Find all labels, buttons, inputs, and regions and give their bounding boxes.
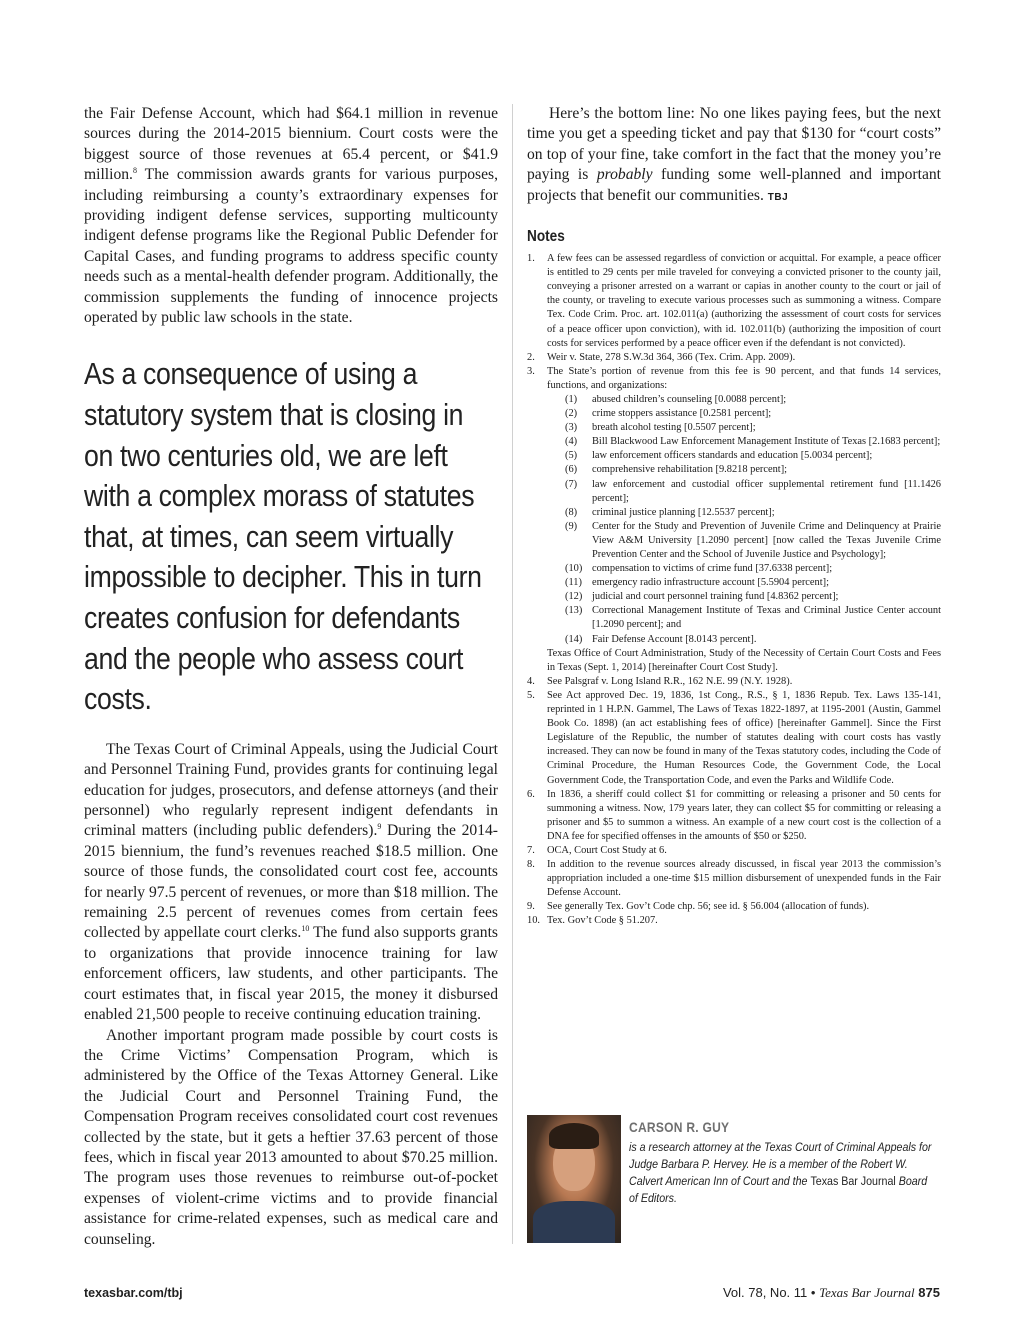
author-photo — [527, 1115, 621, 1243]
note3-subitem: (9) Center for the Study and Prevention of Juvenile Crime and Delinquency at Prairie View A&M University [1.2090 percent] [now called the Texas Juvenile Crime Prevention Center and the School of Juvenile Justice and Psychology]; — [565, 520, 941, 560]
note-item: 7. OCA, Court Cost Study at 6. — [527, 844, 667, 856]
note3-subitem: (6) comprehensive rehabilitation [9.8218 percent]; — [565, 464, 788, 476]
footnote-ref-10[interactable]: 10 — [301, 924, 310, 934]
note3-subitem: (4) Bill Blackwood Law Enforcement Management Institute of Texas [2.1683 percent]; — [565, 436, 941, 448]
author-bio: is a research attorney at the Texas Court of Criminal Appeals for Judge Barbara P. Hervey. He is a member of the Robert W. Calvert American Inn of Court and the Texas Bar Journal Board of Editors. — [629, 1140, 932, 1205]
note-item: 6. In 1836, a sheriff could collect $1 for committing or releasing a prisoner and 50 cents for summoning a witness. Now, 179 years later, they can collect $5 for committing or releasing a prisoner and $5 to summon a witness. An example of a new court cost is the collection of a DNA fee for specified offenses in the amounts of $50 or $250. — [527, 788, 941, 842]
footer-site-link[interactable]: texasbar.com/tbj — [84, 1286, 183, 1300]
note3-subitem: (14) Fair Defense Account [8.0143 percent]. — [565, 633, 757, 645]
paragraph-judicial-fund: The Texas Court of Criminal Appeals, using the Judicial Court and Personnel Training Fund, provides grants for continuing legal education for judges, prosecutors, and defense attorneys (and their personnel) who regularly represent indigent defendants in criminal matters (including public defenders).$^9$ During the 2014-2015 biennium, the fund’s revenues reached $18.5 million. One source of those funds, the consolidated court cost fee, accounts for nearly 97.5 percent of revenues, or more than $18 million. The remaining 2.5 percent of revenues comes from certain fees collected by appellate court clerks.$^{10}$ The fund also supports grants to organizations that provide innocence training for law enforcement officers, law students, and other participants. The court estimates that, in fiscal year 2015, the money it disbursed enabled 21,500 people to receive continuing education training. — [84, 740, 498, 1024]
note3-subitem: (5) law enforcement officers standards and education [5.0034 percent]; — [565, 450, 873, 462]
note3-subitem: (10) compensation to victims of crime fund [37.6338 percent]; — [565, 563, 833, 575]
note-item: 4. See Palsgraf v. Long Island R.R., 162 N.E. 99 (N.Y. 1928). — [527, 675, 793, 687]
tbj-end-mark: TBJ — [767, 191, 789, 203]
right-column — [527, 104, 941, 929]
paragraph-bottom-line: Here’s the bottom line: No one likes paying fees, but the next time you get a speeding ticket and pay that $130 for “court costs” on top of your fine, take comfort in the fact that the money you’re paying is probably funding some well-planned and important projects that benefit our communities. TBJ — [527, 105, 941, 204]
note3-subitem: (1) abused children’s counseling [0.0088 percent]; — [565, 393, 787, 405]
note3-sublist — [547, 393, 941, 647]
note3-subitem: (11) emergency radio infrastructure account [5.5904 percent]; — [565, 577, 829, 589]
note3-subitem: (3) breath alcohol testing [0.5507 percent]; — [565, 422, 756, 434]
note3-subitem: (8) criminal justice planning [12.5537 percent]; — [565, 506, 775, 518]
note3-subitem: (7) law enforcement and custodial officer supplemental retirement fund [11.1426 percent]; — [565, 478, 941, 504]
note-item: 9. See generally Tex. Gov’t Code chp. 56; see id. § 56.004 (allocation of funds). — [527, 901, 870, 913]
notes-heading: Notes — [527, 228, 565, 246]
note3-subitem: (2) crime stoppers assistance [0.2581 percent]; — [565, 408, 772, 420]
note-item: 8. In addition to the revenue sources already discussed, in fiscal year 2013 the commission’s appropriation included a one-time $15 million disbursement of unexpended funds in the Fair Defense Account. — [527, 859, 941, 899]
note-item: 3. The State’s portion of revenue from this fee is 90 percent, and that funds 14 services, functions, and organizations: (1) abused children’s counseling [0.0088 percent]; (2) crime stoppers assistance [0.2581 percent]; (3) breath alcohol testing [0.5507 percent]; (4) Bill Blackwood Law Enforcement Management Institute of Texas [2.1683 percent]; (5) law enforcement officers standards and education [5.0034 percent]; (6) comprehensive rehabilitation [9.8218 percent]; (7) law enforcement and custodial officer supplemental retirement fund [11.1426 percent]; (8) criminal justice planning [12.5537 percent]; (9) Center for the Study and Prevention of Juvenile Crime and Delinquency at Prairie View A&M University [1.2090 percent] [now called the Texas Juvenile Crime Prevention Center and the School of Juvenile Justice and Psychology]; (10) compensation to victims of crime fund [37.6338 percent]; (11) emergency radio infrastructure account [5.5904 percent]; (12) judicial and court personnel training fund [4.8362 percent]; (13) Correctional Management Institute of Texas and Criminal Justice Center account [1.2090 percent]; and (14) Fair Defense Account [8.0143 percent]. Texas Office of Court Administration, Study of the Necessity of Certain Court Costs and Fees in Texas (Sept. 1, 2014) [hereinafter Court Cost Study]. — [527, 365, 941, 675]
footnote-ref-8[interactable]: 8 — [132, 166, 137, 176]
pull-quote: As a consequence of using a statutory system that is closing in on two centuries old, we are left with a complex morass of statutes that, at times, can seem virtually impossible to decipher. This in turn creates confusion for defendants and the people who assess court costs. — [84, 356, 482, 717]
left-column — [84, 104, 498, 1250]
notes-list — [527, 252, 941, 929]
footer-issue-info: Vol. 78, No. 11 • Texas Bar Journal 875 — [722, 1285, 940, 1300]
note3-subitem: (13) Correctional Management Institute of Texas and Criminal Justice Center account [1.2090 percent]; and — [565, 605, 941, 631]
footnote-ref-9[interactable]: 9 — [377, 822, 382, 832]
paragraph-fair-defense: the Fair Defense Account, which had $64.1 million in revenue sources during the 2014-2015 biennium. Court costs were the biggest source of those revenues at 65.4 percent, or $41.9 million.$^8$ The commission awards grants for various purposes, including reimbursing a county’s extraordinary expenses for providing indigent defense services, supporting multicounty indigent defense programs like the Regional Public Defender for Capital Cases, and funding programs to address specific county needs such as a mental-health defender program. Additionally, the commission supplements the funding of innocence projects operated by public law schools in the state. — [84, 105, 498, 327]
note3-source: Texas Office of Court Administration, Study of the Necessity of Certain Court Costs and Fees in Texas (Sept. 1, 2014) [hereinafter Court Cost Study]. — [547, 647, 941, 673]
note-item: 5. See Act approved Dec. 19, 1836, 1st Cong., R.S., § 1, 1836 Repub. Tex. Laws 135-141, reprinted in 1 H.P.N. Gammel, The Laws of Texas 1822-1897, at 1195-2001 (Austin, Gammel Book Co. 1898) (an act establishing fees of office) [hereinafter Gammel]. Since the First Legislature of the Republic, the number of statutes dealing with court costs has vastly increased. They can now be found in many of the Texas statutory codes, including the Code of Criminal Procedure, the Human Resources Code, the Government Code, the Local Government Code, the Transportation Code, and even the Parks and Wildlife Code. — [527, 689, 941, 786]
note-item: 2. Weir v. State, 278 S.W.3d 364, 366 (Tex. Crim. App. 2009). — [527, 351, 796, 363]
author-name: CARSON R. GUY — [629, 1119, 730, 1135]
note3-subitem: (12) judicial and court personnel training fund [4.8362 percent]; — [565, 591, 839, 603]
column-divider — [512, 104, 513, 1244]
note-item: 1. A few fees can be assessed regardless of conviction or acquittal. For example, a peace officer is entitled to 29 cents per mile traveled for conveying a convicted prisoner to the county jail, conveying a prisoner arrested on a warrant or capias in another county to the court or jail of the county, or traveling to execute various processes such as summoning a witness. Compare Tex. Code Crim. Proc. art. 102.011(a) (authorizing the assessment of court costs for services of a peace officer upon conviction), with id. 102.011(b) (authorizing the imposition of court costs for services performed by a peace officer even if the defendant is not convicted). — [527, 253, 941, 349]
author-box — [527, 1115, 941, 1245]
paragraph-crime-victims: Another important program made possible by court costs is the Crime Victims’ Compensation Program, which is administered by the Office of the Texas Attorney General. Like the Judicial Court and Personnel Training Fund, the Compensation Program receives consolidated court cost revenues collected by the state, but it gets a heftier 37.63 percent of those fees, which in fiscal year 2013 amounted to about $70.25 million. The program uses those revenues to reimburse out-of-pocket expenses of violent-crime victims and to provide financial assistance for crime-related expenses, such as medical care and counseling. — [84, 1026, 498, 1248]
note-item: 10. Tex. Gov’t Code § 51.207. — [527, 915, 658, 927]
page-number: 875 — [918, 1285, 940, 1300]
